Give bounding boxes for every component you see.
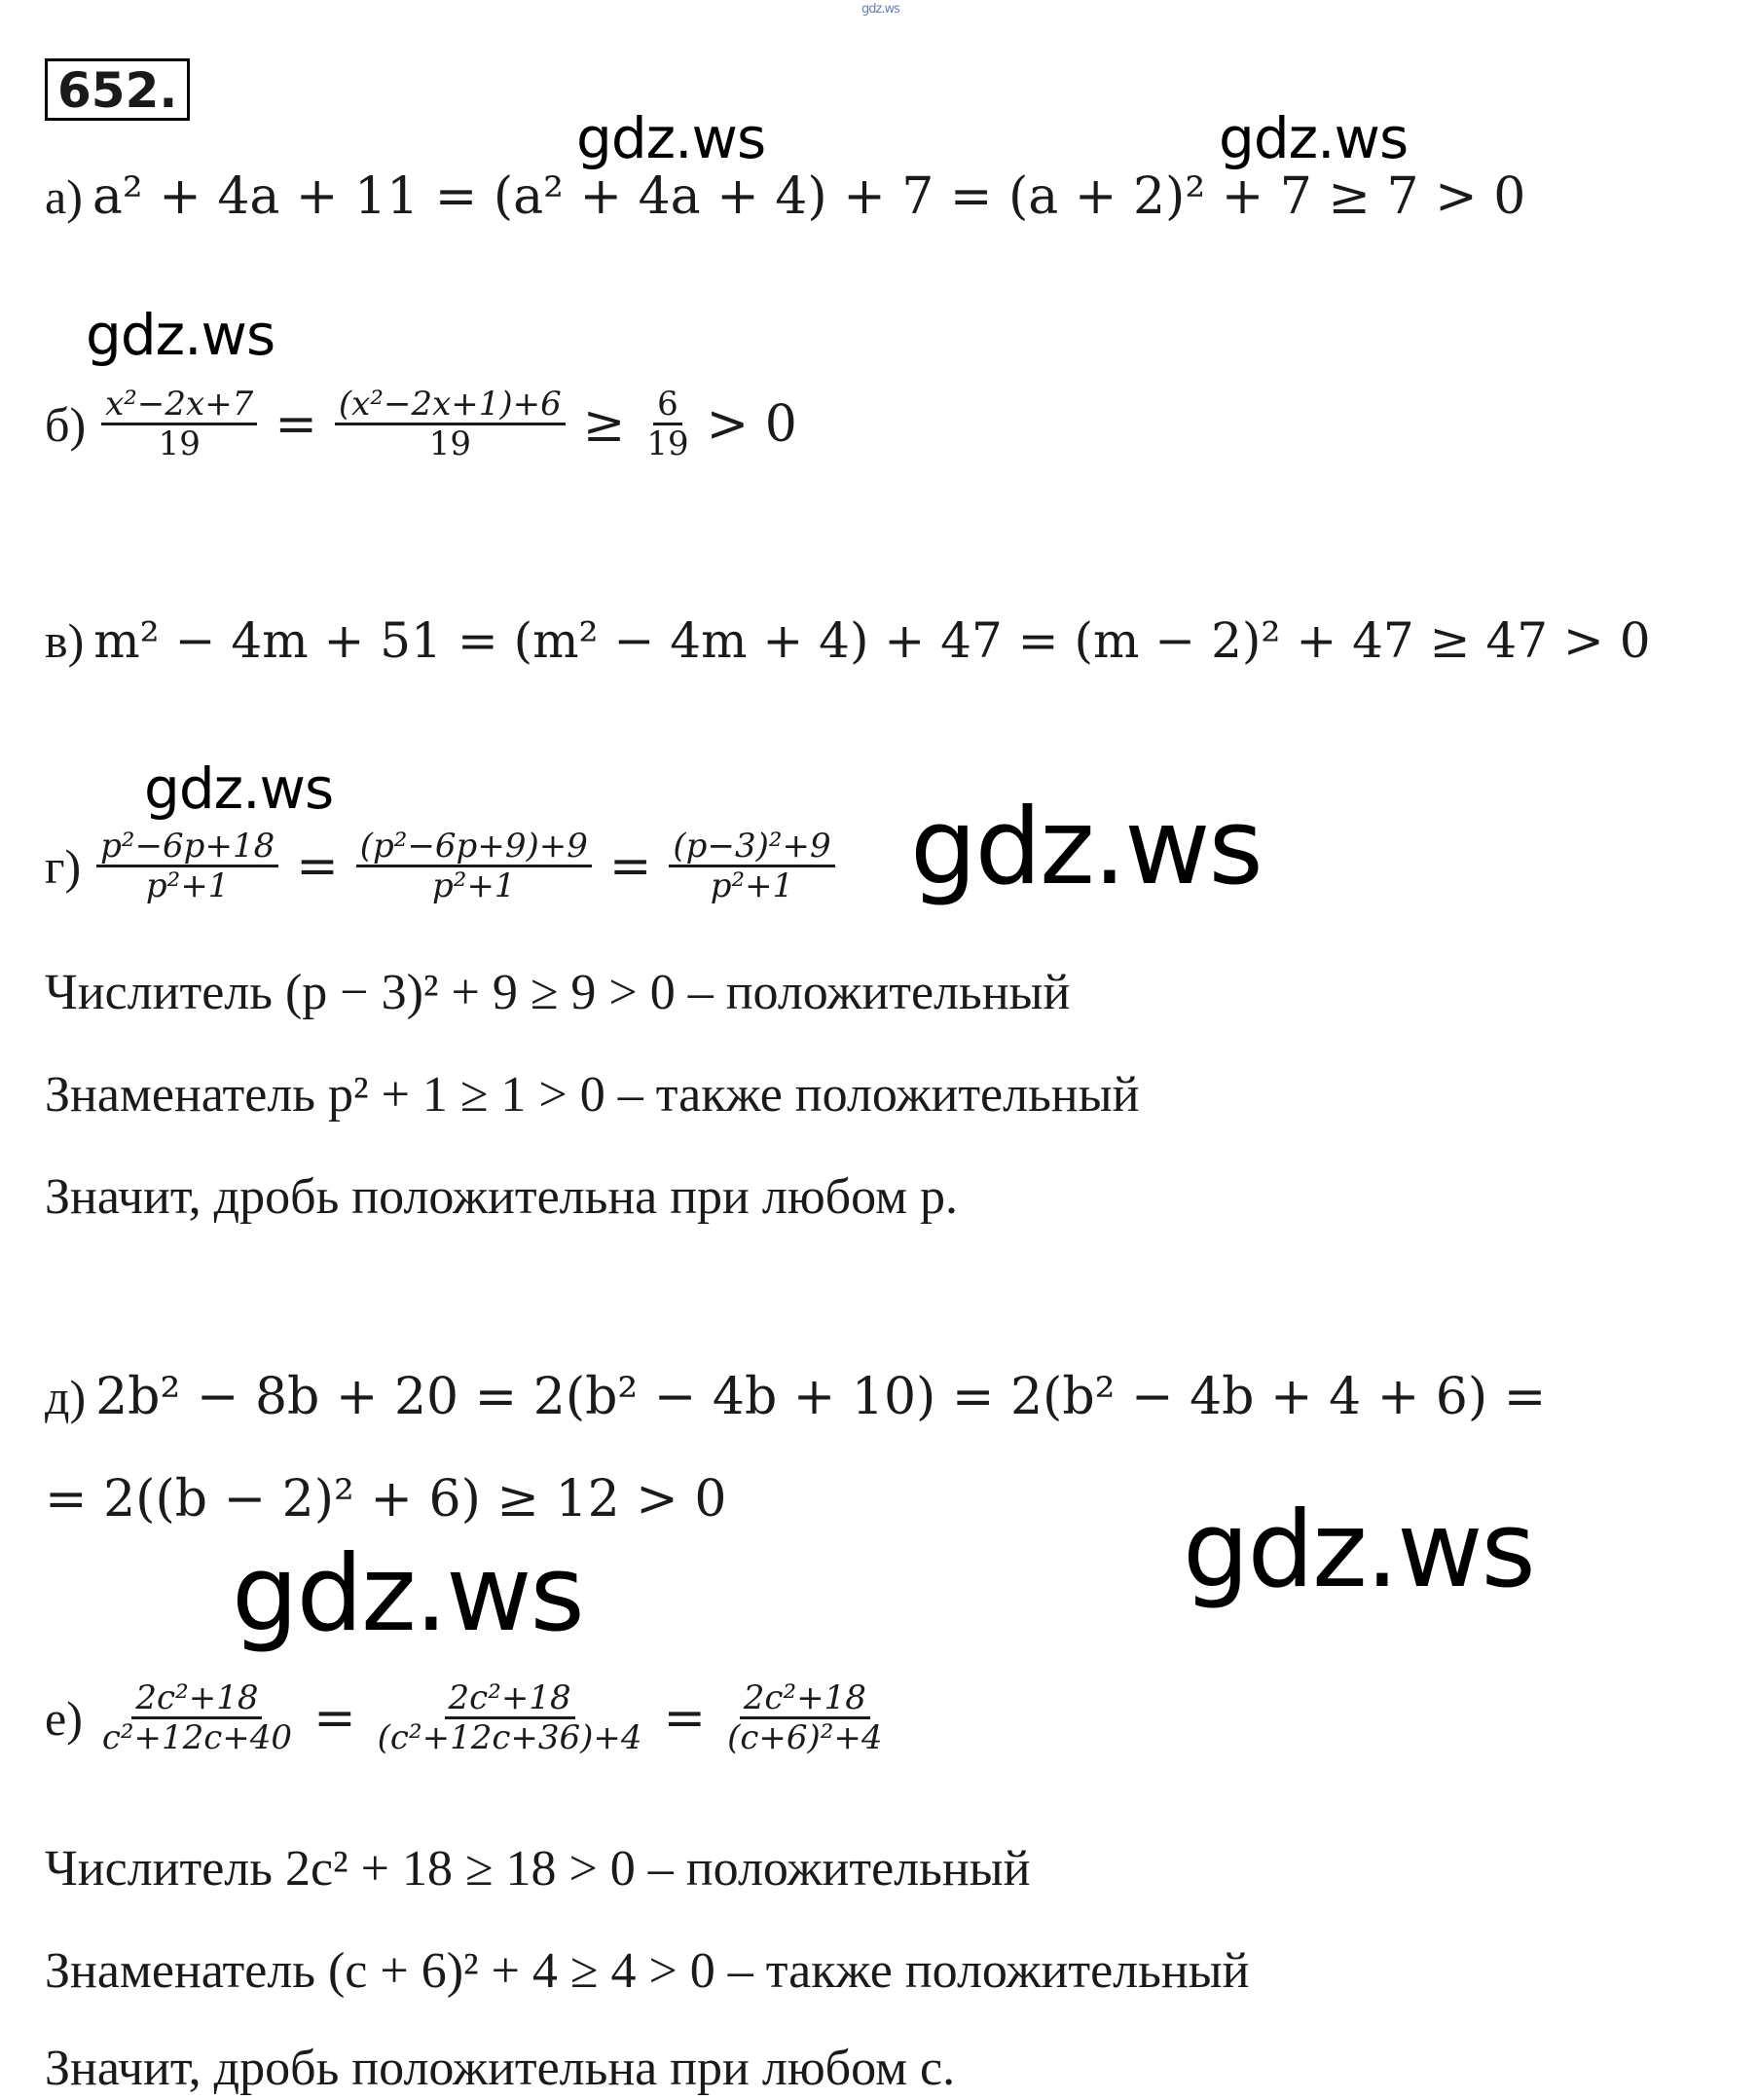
fraction [335,386,566,462]
fraction [642,386,692,462]
watermark: gdz.ws [910,787,1262,908]
part-b [45,386,797,462]
part-d-expression-1: 2b² − 8b + 20 = 2(b² − 4b + 10) = 2(b² − 4b + 4 + 6) = [95,1368,1547,1426]
equals-sign: = [296,836,339,896]
part-e-denominator-line: Знаменатель (c + 6)² + 4 ≥ 4 > 0 – также положительный [45,1943,1250,1999]
watermark: gdz.ws [1183,1490,1534,1611]
equals-sign: = [608,836,652,896]
fraction-denominator: p²+1 [145,866,230,905]
part-b-tail: > 0 [706,394,797,454]
fraction-denominator: 19 [646,424,689,463]
fraction-numerator: (p−3)²+9 [669,828,834,867]
part-v-expression: m² − 4m + 51 = (m² − 4m + 4) + 47 = (m − 2)² + 47 ≥ 47 > 0 [93,612,1651,669]
equals-sign: = [663,1688,707,1748]
fraction [669,828,834,904]
part-d-cont [45,1470,726,1529]
part-a-label: а) [45,169,83,224]
fraction-denominator: p²+1 [432,866,516,905]
watermark: gdz.ws [86,302,275,368]
watermark: gdz.ws [1219,105,1409,171]
fraction-denominator: c²+12c+40 [101,1718,293,1757]
watermark: gdz.ws [232,1533,583,1655]
part-d-label: д) [45,1370,87,1424]
part-g-label: г) [45,838,82,894]
part-g-denominator-line: Знаменатель p² + 1 ≥ 1 > 0 – также положительный [45,1067,1140,1123]
fraction [101,386,257,462]
fraction-numerator: (p²−6p+9)+9 [356,828,592,867]
problem-number: 652. [45,58,190,121]
fraction-numerator: 2c²+18 [740,1679,870,1719]
fraction-denominator: (c²+12c+36)+4 [377,1718,642,1757]
watermark: gdz.ws [144,755,334,822]
part-e-conclusion: Значит, дробь положительна при любом c. [45,2041,956,2096]
equals-sign: = [275,394,317,454]
equals-sign: = [313,1688,356,1748]
fraction [356,828,592,904]
fraction-numerator: p²−6p+18 [96,828,278,867]
part-g-conclusion: Значит, дробь положительна при любом p. [45,1169,959,1225]
part-a-expression: a² + 4a + 11 = (a² + 4a + 4) + 7 = (a + 2)² + 7 ≥ 7 > 0 [92,167,1526,226]
part-g-numerator-line: Числитель (p − 3)² + 9 ≥ 9 > 0 – положительный [45,965,1071,1020]
fraction [723,1679,886,1756]
fraction-numerator: (x²−2x+1)+6 [335,386,566,425]
part-d-expression-2: = 2((b − 2)² + 6) ≥ 12 > 0 [45,1470,727,1529]
part-b-label: б) [45,396,87,452]
fraction-denominator: (c+6)²+4 [727,1718,883,1757]
fraction [374,1679,646,1756]
part-e [45,1679,893,1756]
fraction-numerator: 2c²+18 [445,1679,575,1719]
part-d [45,1368,1546,1426]
fraction-numerator: 6 [653,386,682,425]
part-v [45,611,1651,670]
fraction-denominator: 19 [428,424,471,463]
fraction-denominator: p²+1 [710,866,794,905]
part-e-numerator-line: Числитель 2c² + 18 ≥ 18 > 0 – положительный [45,1841,1031,1897]
part-v-label: в) [45,613,85,668]
fraction [98,1679,296,1756]
fraction [96,828,278,904]
part-g [45,828,841,904]
watermark: gdz.ws [576,105,766,171]
fraction-numerator: x²−2x+7 [101,386,257,425]
fraction-numerator: 2c²+18 [131,1679,262,1719]
part-e-label: е) [45,1690,83,1746]
top-watermark: gdz.ws [861,2,899,17]
fraction-denominator: 19 [158,424,201,463]
part-a [45,167,1525,226]
ge-sign: ≥ [582,394,626,454]
